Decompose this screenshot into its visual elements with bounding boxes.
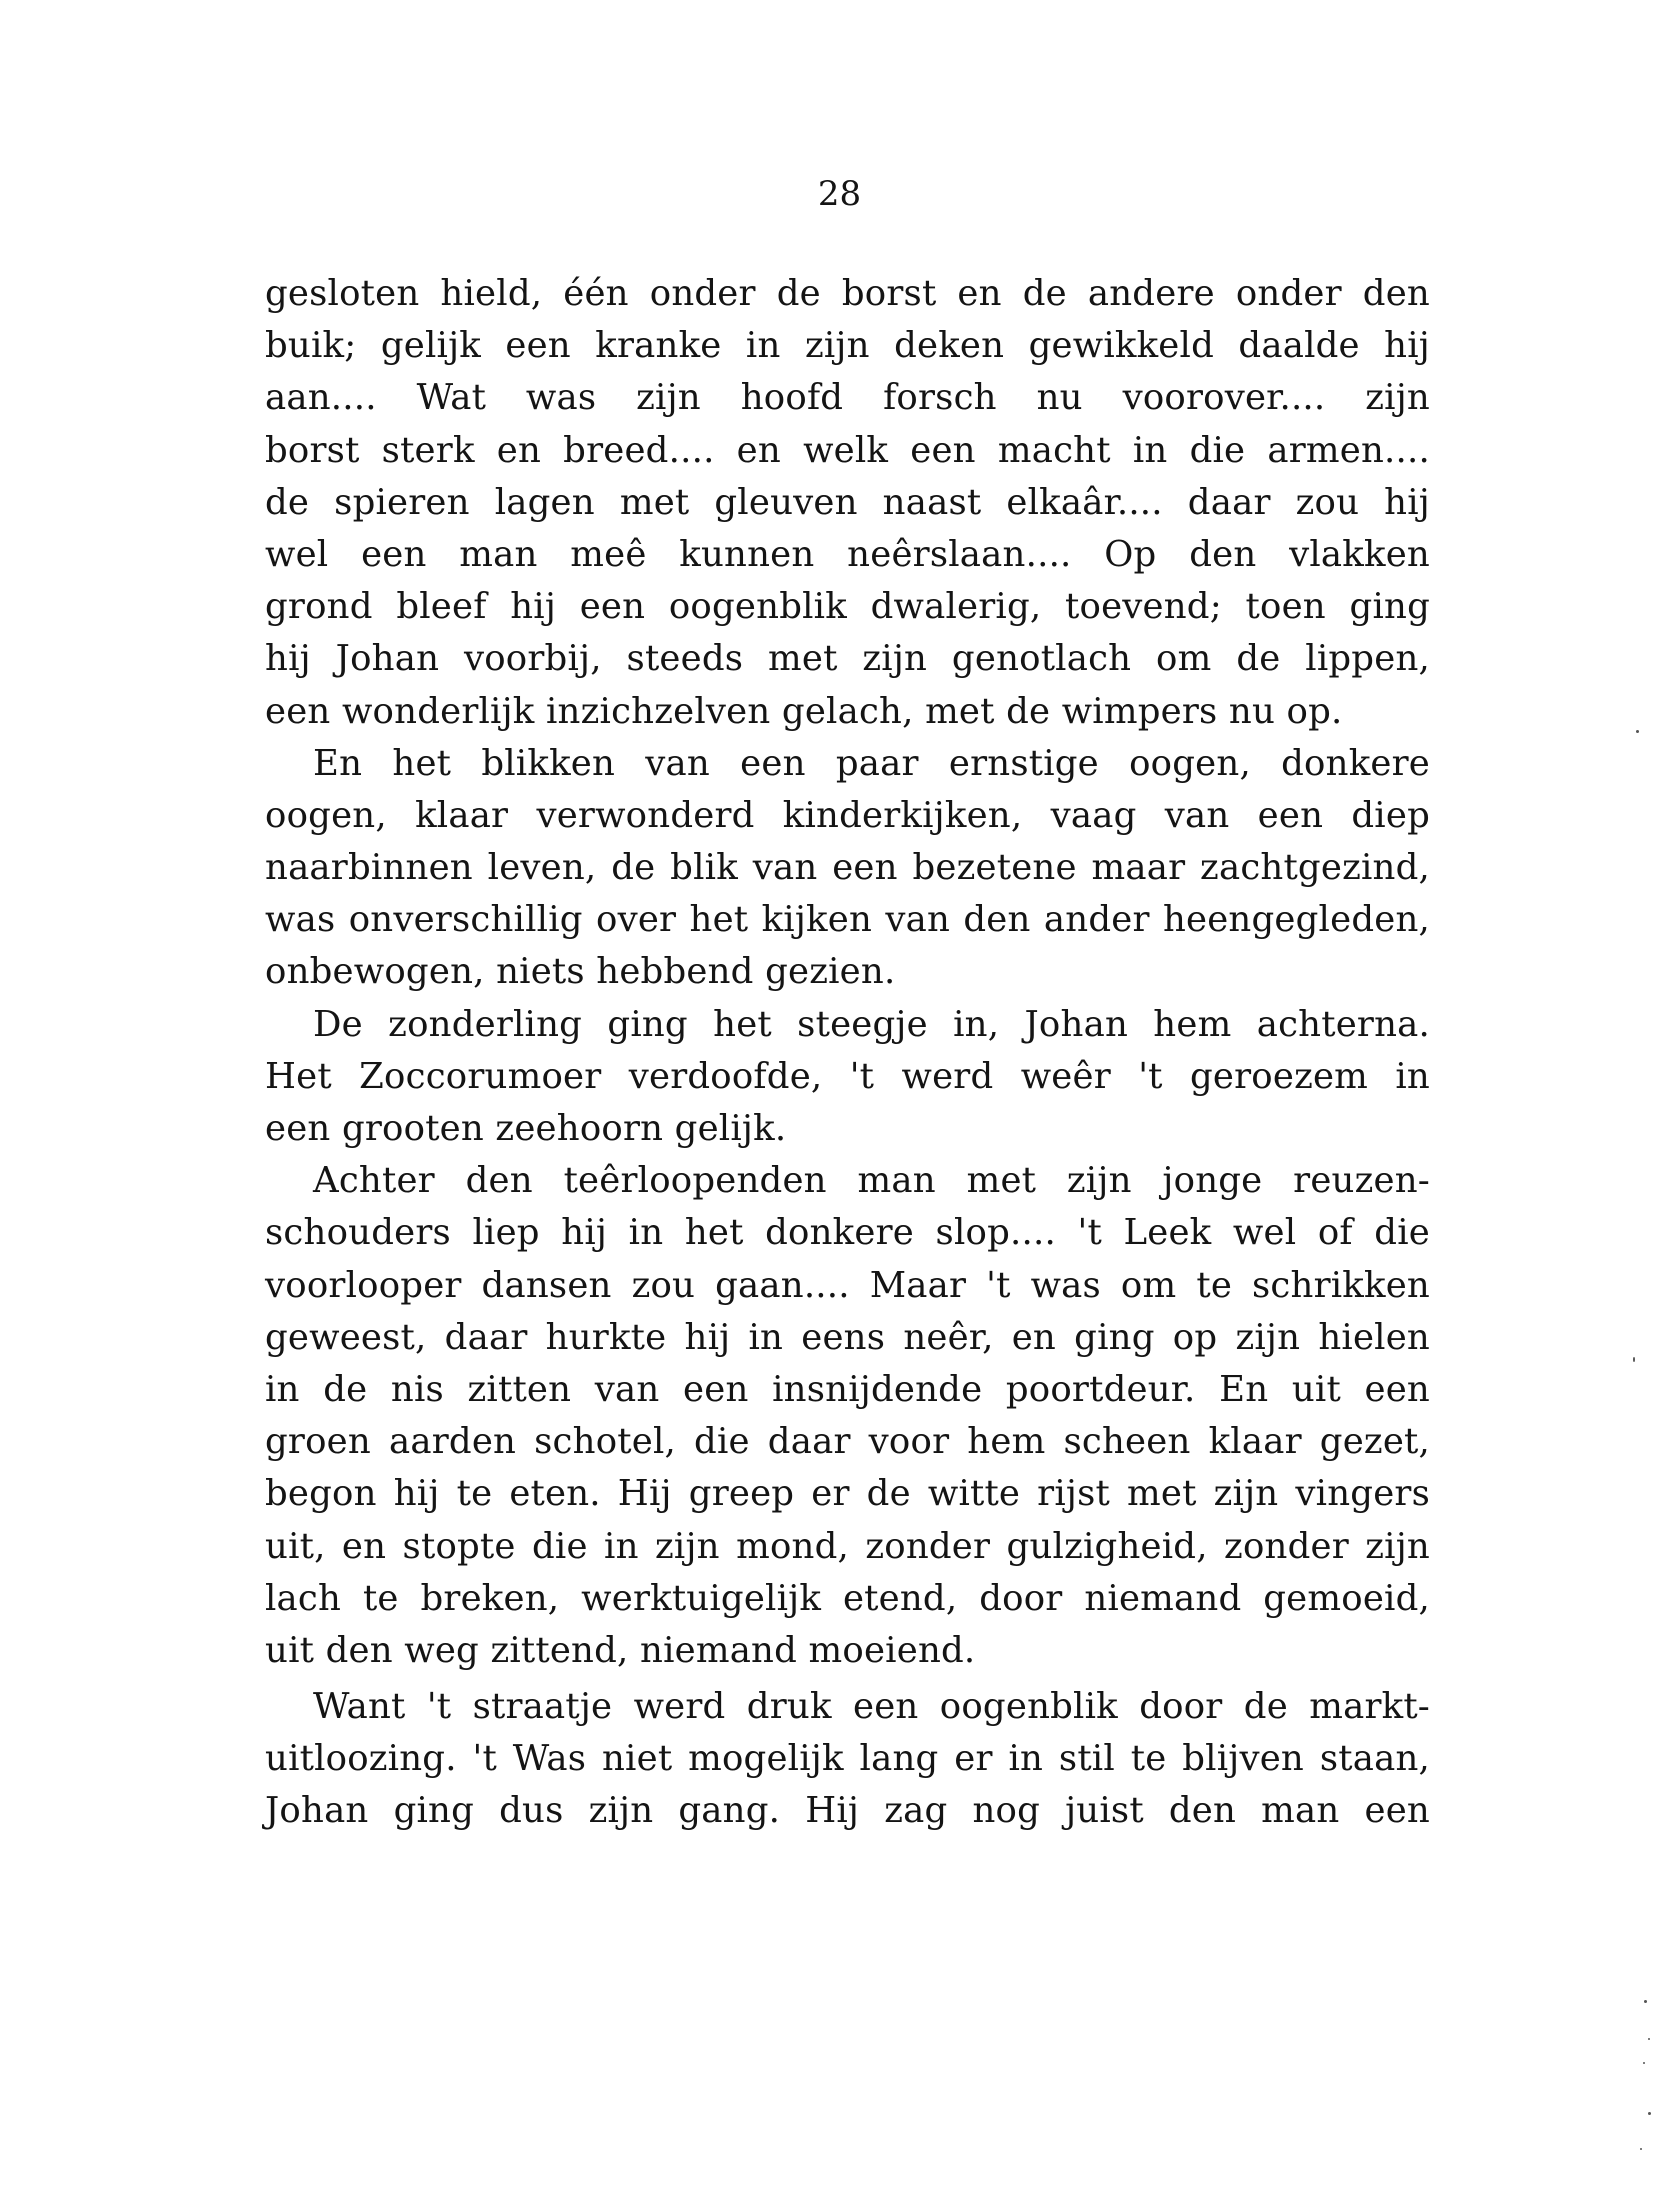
text-line: schouders liep hij in het donkere slop.... 't Leek wel of die	[265, 1212, 1430, 1254]
paper-speck	[1644, 2000, 1647, 2003]
text-line: een wonderlijk inzichzelven gelach, met de wimpers nu op.	[265, 690, 1343, 732]
text-line: was onverschillig over het kijken van den ander heengegleden,	[265, 899, 1430, 941]
text-line: wel een man meê kunnen neêrslaan.... Op den vlakken	[265, 533, 1430, 575]
text-line: een grooten zeehoorn gelijk.	[265, 1108, 787, 1149]
body-text	[265, 268, 1430, 1838]
paper-speck	[1648, 2038, 1650, 2040]
text-line: begon hij te eten. Hij greep er de witte rijst met zijn vingers	[265, 1473, 1430, 1515]
text-line: uit, en stopte die in zijn mond, zonder gulzigheid, zonder zijn	[265, 1525, 1430, 1567]
text-line: oogen, klaar verwonderd kinderkijken, vaag van een diep	[265, 794, 1430, 836]
paper-speck	[1640, 2148, 1642, 2150]
text-line: lach te breken, werktuigelijk etend, door niemand gemoeid,	[265, 1577, 1430, 1619]
text-line: De zonderling ging het steegje in, Johan hem achterna.	[313, 1003, 1430, 1045]
text-line: uitloozing. 't Was niet mogelijk lang er in stil te blijven staan,	[265, 1738, 1430, 1780]
text-line: gesloten hield, één onder de borst en de andere onder den	[265, 273, 1430, 314]
text-line: Johan ging dus zijn gang. Hij zag nog juist den man een	[265, 1790, 1430, 1832]
text-line: grond bleef hij een oogenblik dwalerig, toevend; toen ging	[265, 586, 1430, 628]
text-line: En het blikken van een paar ernstige oogen, donkere	[313, 742, 1430, 784]
text-line: naarbinnen leven, de blik van een bezetene maar zachtgezind,	[265, 847, 1430, 889]
text-line: uit den weg zittend, niemand moeiend.	[265, 1629, 976, 1671]
text-line: aan.... Wat was zijn hoofd forsch nu voorover.... zijn	[265, 377, 1430, 419]
paper-speck	[1636, 730, 1639, 733]
text-line: de spieren lagen met gleuven naast elkaâr.... daar zou hij	[265, 481, 1430, 523]
text-line: Want 't straatje werd druk een oogenblik door de markt-	[313, 1686, 1430, 1728]
text-line: Achter den teêrloopenden man met zijn jonge reuzen-	[313, 1160, 1430, 1202]
text-line: buik; gelijk een kranke in zijn deken gewikkeld daalde hij	[265, 325, 1430, 367]
text-line: groen aarden schotel, die daar voor hem scheen klaar gezet,	[265, 1421, 1430, 1463]
paper-speck	[1633, 1357, 1635, 1362]
text-line: onbewogen, niets hebbend gezien.	[265, 951, 896, 993]
text-line: geweest, daar hurkte hij in eens neêr, en ging op zijn hielen	[265, 1316, 1430, 1358]
text-line: Het Zoccorumoer verdoofde, 't werd weêr 't geroezem in	[265, 1055, 1430, 1097]
text-line: in de nis zitten van een insnijdende poortdeur. En uit een	[265, 1368, 1430, 1410]
paper-speck	[1643, 2062, 1645, 2064]
text-line: voorlooper dansen zou gaan.... Maar 't was om te schrikken	[265, 1264, 1430, 1306]
page-number: 28	[817, 174, 862, 214]
paper-speck	[1648, 2112, 1651, 2115]
text-line: hij Johan voorbij, steeds met zijn genotlach om de lippen,	[265, 638, 1430, 680]
text-line: borst sterk en breed.... en welk een macht in die armen....	[265, 429, 1430, 471]
